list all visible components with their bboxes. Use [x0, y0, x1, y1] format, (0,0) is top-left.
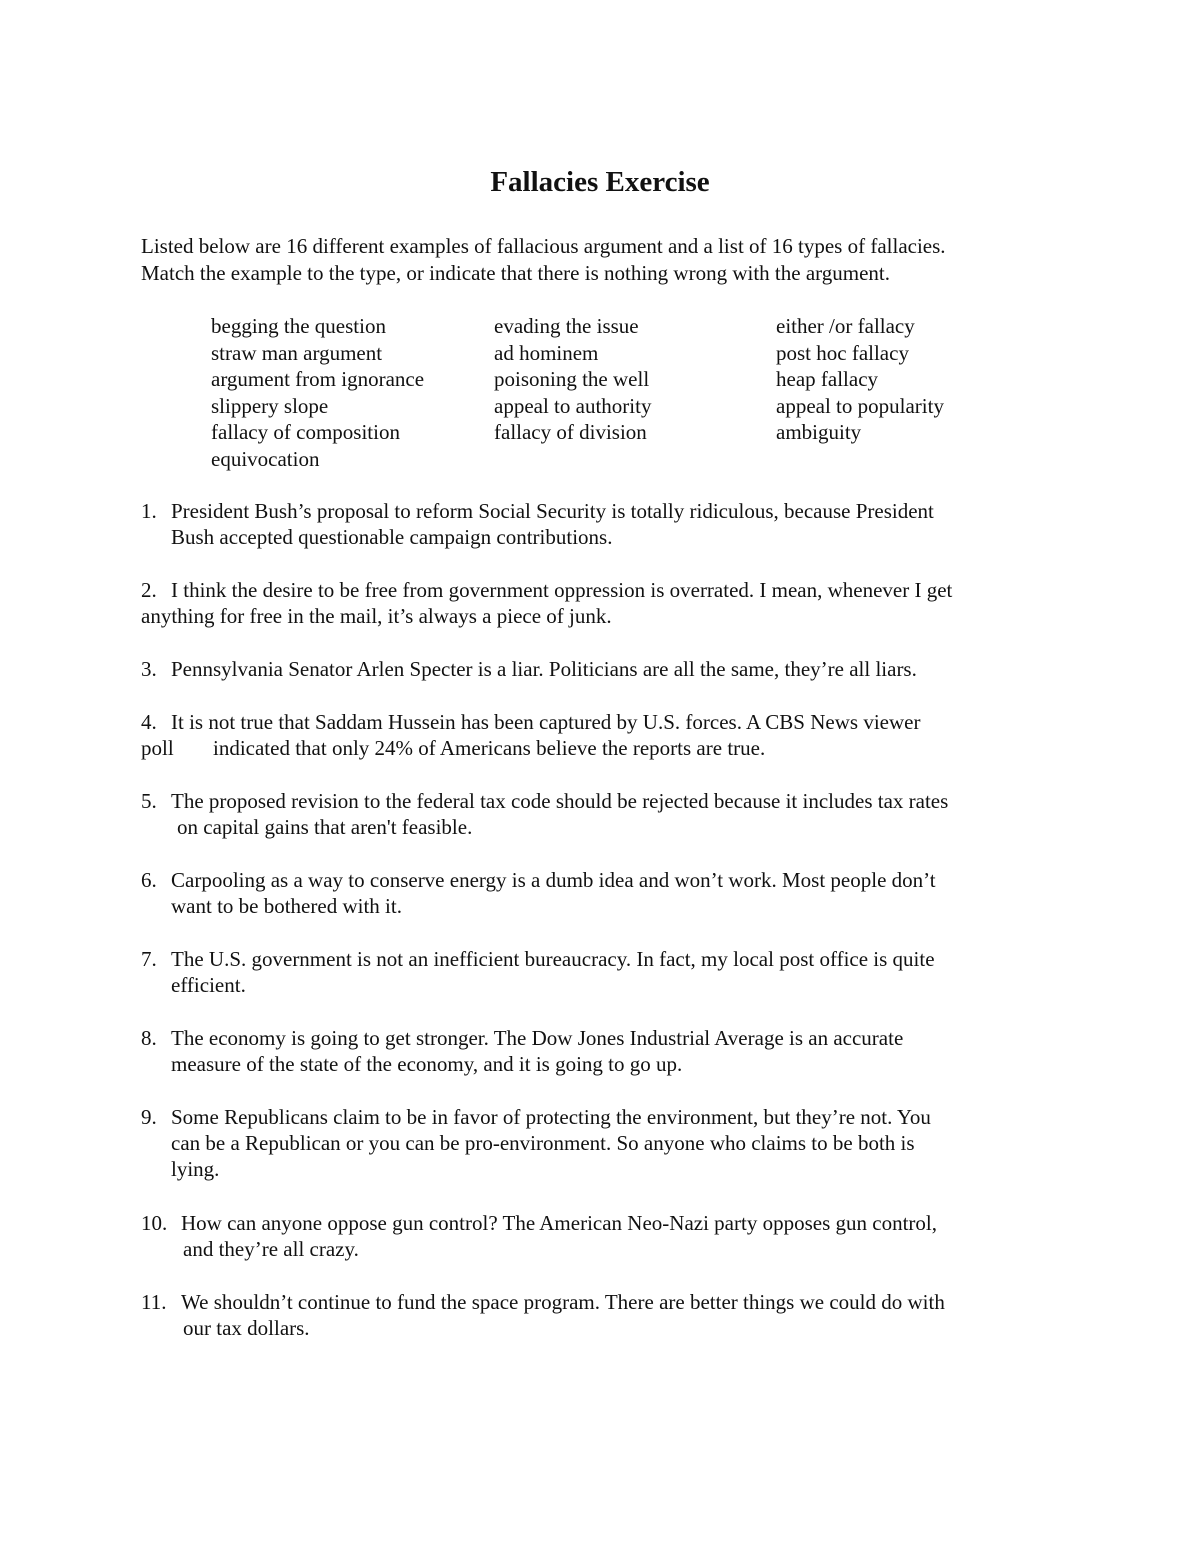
fallacy-type: ad hominem — [494, 340, 599, 365]
question-text: lying. — [171, 1157, 220, 1181]
fallacy-type: slippery slope — [211, 393, 329, 418]
fallacy-type: fallacy of composition — [211, 420, 400, 445]
question-text: anything for free in the mail, it’s always a piece of junk. — [141, 604, 612, 628]
question-number: 5. — [141, 789, 157, 813]
fallacy-type: fallacy of division — [494, 420, 647, 445]
question-text: The economy is going to get stronger. The Dow Jones Industrial Average is an accurate — [171, 1026, 904, 1050]
fallacy-type: appeal to authority — [494, 393, 652, 418]
question-text: Carpooling as a way to conserve energy is a dumb idea and won’t work. Most people don’t — [171, 868, 936, 892]
question-text: Bush accepted questionable campaign contributions. — [171, 525, 613, 549]
question-text: indicated that only 24% of Americans believe the reports are true. — [213, 736, 766, 760]
question-text: and they’re all crazy. — [183, 1237, 359, 1261]
question-number: 1. — [141, 499, 157, 523]
question-2 — [141, 577, 1101, 629]
question-number: 10. — [141, 1211, 168, 1235]
question-text: poll — [141, 736, 174, 760]
question-number: 9. — [141, 1105, 157, 1129]
question-number: 11. — [141, 1290, 167, 1314]
question-8 — [141, 1025, 1101, 1077]
question-9 — [141, 1104, 1101, 1182]
question-11 — [141, 1289, 1101, 1341]
question-text: measure of the state of the economy, and it is going to go up. — [171, 1052, 683, 1076]
question-4 — [141, 709, 1101, 761]
question-10 — [141, 1210, 1101, 1262]
question-text: efficient. — [171, 973, 246, 997]
question-text: our tax dollars. — [183, 1316, 310, 1340]
question-text: can be a Republican or you can be pro-environment. So anyone who claims to be both is — [171, 1131, 915, 1155]
fallacy-type: heap fallacy — [776, 367, 879, 392]
fallacy-type: appeal to popularity — [776, 393, 944, 418]
question-text: want to be bothered with it. — [171, 894, 402, 918]
fallacy-types-column-1 — [211, 313, 424, 473]
question-number: 6. — [141, 868, 157, 892]
fallacy-type: argument from ignorance — [211, 367, 425, 392]
fallacy-type: poisoning the well — [494, 367, 650, 392]
question-6 — [141, 867, 1101, 919]
question-text: The U.S. government is not an inefficient bureaucracy. In fact, my local post office is quite — [171, 947, 935, 971]
question-text: President Bush’s proposal to reform Social Security is totally ridiculous, because President — [171, 499, 934, 523]
fallacy-types-column-2 — [494, 313, 651, 446]
fallacy-type: either /or fallacy — [776, 314, 915, 338]
question-text: I think the desire to be free from government oppression is overrated. I mean, whenever I get — [171, 578, 953, 602]
question-text: How can anyone oppose gun control? The American Neo-Nazi party opposes gun control, — [181, 1211, 937, 1235]
question-7 — [141, 946, 1101, 998]
question-text: Pennsylvania Senator Arlen Specter is a liar. Politicians are all the same, they’re all liars. — [171, 657, 917, 681]
fallacy-type: begging the question — [211, 314, 386, 338]
question-text: on capital gains that aren't feasible. — [177, 815, 473, 839]
fallacy-type: equivocation — [211, 446, 320, 471]
question-number: 8. — [141, 1026, 157, 1050]
question-text: It is not true that Saddam Hussein has been captured by U.S. forces. A CBS News viewer — [171, 710, 921, 734]
question-1 — [141, 498, 1101, 550]
question-text: Some Republicans claim to be in favor of protecting the environment, but they’re not. You — [171, 1105, 931, 1129]
question-number: 3. — [141, 657, 157, 681]
fallacy-type: post hoc fallacy — [776, 340, 909, 365]
instructions-line-2: Match the example to the type, or indicate that there is nothing wrong with the argument. — [141, 261, 890, 285]
question-number: 7. — [141, 947, 157, 971]
question-text: The proposed revision to the federal tax code should be rejected because it includes tax rates — [171, 789, 949, 813]
fallacy-type: ambiguity — [776, 420, 862, 445]
fallacy-types-column-3 — [776, 313, 944, 446]
question-3 — [141, 656, 1101, 682]
fallacy-type: straw man argument — [211, 340, 383, 365]
question-5 — [141, 788, 1101, 840]
fallacy-type: evading the issue — [494, 314, 639, 338]
question-number: 2. — [141, 578, 157, 602]
instructions — [141, 233, 1101, 287]
question-text: We shouldn’t continue to fund the space program. There are better things we could do with — [181, 1290, 945, 1314]
question-number: 4. — [141, 710, 157, 734]
page-title: Fallacies Exercise — [490, 166, 710, 198]
instructions-line-1: Listed below are 16 different examples of fallacious argument and a list of 16 types of fallacies. — [141, 234, 946, 258]
